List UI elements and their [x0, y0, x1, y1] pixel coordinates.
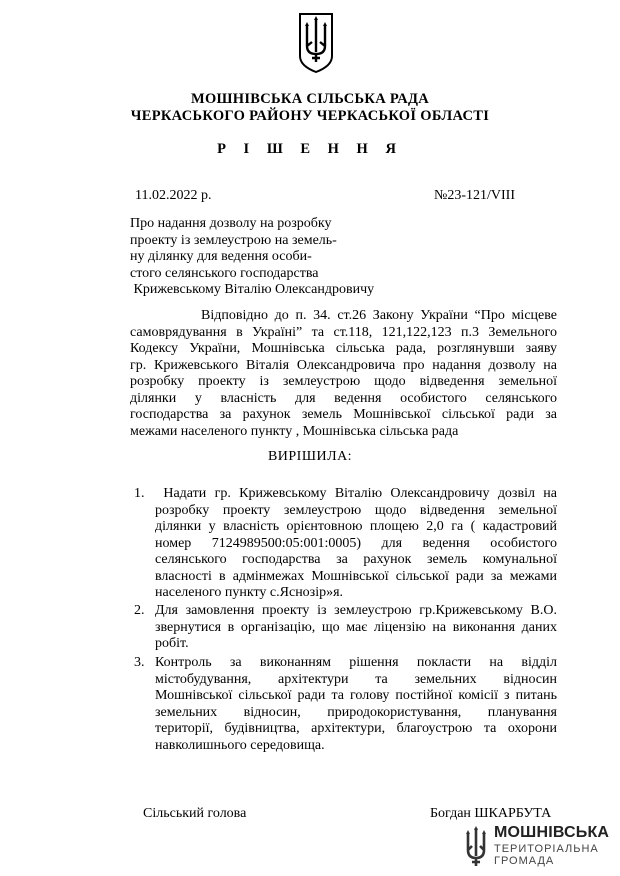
subject-line: Про надання дозволу на розробку — [130, 216, 332, 231]
ukraine-trident-emblem-icon — [296, 12, 336, 74]
decision-item — [155, 655, 557, 754]
item-line: власності в адмінмежах Мошнівської сільської ради за межами — [155, 568, 557, 584]
preamble-line: Кодексу України, Мошнівська сільська рада, розглянувши заяву — [130, 341, 557, 356]
logo-subtitle: ГРОМАДА — [494, 855, 555, 867]
item-line: номер 7124989500:05:001:0005) для ведення особистого — [155, 535, 557, 551]
preamble-line: гр. Крижевського Віталія Олександровича про надання дозволу на — [130, 357, 557, 373]
decision-item — [155, 603, 557, 653]
item-line: розробку проекту землеустрою щодо відведення земельної — [155, 502, 557, 518]
logo-subtitle: ТЕРИТОРІАЛЬНА — [494, 843, 599, 855]
item-line: робіт. — [155, 636, 189, 651]
item-line: території, будівництва, архітектури, благоустрою та охорони — [155, 721, 557, 736]
subject-block — [130, 216, 374, 299]
subject-line: стого селянського господарства — [130, 265, 319, 281]
item-line: навколишнього середовища. — [155, 737, 325, 753]
preamble-line: господарства за рахунок земель Мошнівської сільської ради за — [130, 407, 557, 422]
preamble-line: самоврядування в Україні” та ст.118, 121,122,123 п.3 Земельного — [130, 324, 557, 340]
item-line: селянського господарства за рахунок земель комунальної — [155, 552, 557, 567]
signature-name: Богдан ШКАРБУТА — [430, 806, 552, 821]
item-line: населеного пункту с.Яснозір»я. — [155, 585, 344, 600]
item-line: земельних відносин, природокористування, планування — [155, 704, 557, 720]
item-number: 2. — [134, 603, 145, 618]
logo-title: МОШНІВСЬКА — [494, 824, 610, 841]
item-number: 1. — [134, 486, 145, 501]
preamble-block — [130, 308, 557, 440]
item-line: містобудування, архітектури та земельних відносин — [155, 671, 557, 687]
subject-line: ну ділянку для ведення особи- — [130, 249, 312, 264]
subject-line: проекту із землеустрою на земель- — [130, 232, 337, 248]
subject-line: Крижевському Віталію Олександровичу — [130, 282, 375, 297]
signature-position: Сільський голова — [143, 806, 247, 821]
resolved-heading: ВИРІШИЛА: — [267, 449, 353, 464]
item-line: Мошнівської сільської ради та голову постійної комісії з питань — [155, 688, 557, 703]
preamble-line: розробку проекту із землеустрою щодо відведення земельної — [130, 374, 557, 389]
council-region: ЧЕРКАСЬКОГО РАЙОНУ ЧЕРКАСЬКОЇ ОБЛАСТІ — [130, 108, 490, 124]
decision-item — [155, 486, 557, 602]
item-line: ділянки у власність орієнтовною площею 2,0 га ( кадастровий — [155, 519, 557, 534]
trident-logo-icon — [463, 826, 489, 868]
item-line: Надати гр. Крижевському Віталію Олександровичу дозвіл на — [155, 486, 557, 501]
decision-date: 11.02.2022 р. — [135, 188, 212, 203]
community-logo — [463, 824, 613, 870]
preamble-line: Відповідно до п. 34. ст.26 Закону України “Про місцеве — [201, 308, 557, 323]
item-line: Контроль за виконанням рішення покласти на відділ — [155, 655, 557, 670]
document-title: Р І Ш Е Н Н Я — [217, 141, 403, 157]
item-line: звернутися в організацію, що має ліцензію на виконання даних — [155, 619, 557, 635]
council-name: МОШНІВСЬКА СІЛЬСЬКА РАДА — [190, 91, 430, 107]
item-number: 3. — [134, 655, 145, 670]
preamble-line: межами населеного пункту , Мошнівська сільська рада — [130, 423, 459, 439]
item-line: Для замовлення проекту із землеустрою гр.Крижевському В.О. — [155, 603, 557, 618]
decision-number: №23-121/VIII — [434, 188, 516, 203]
preamble-line: ділянки у власність для ведення особистого селянського — [130, 390, 557, 406]
